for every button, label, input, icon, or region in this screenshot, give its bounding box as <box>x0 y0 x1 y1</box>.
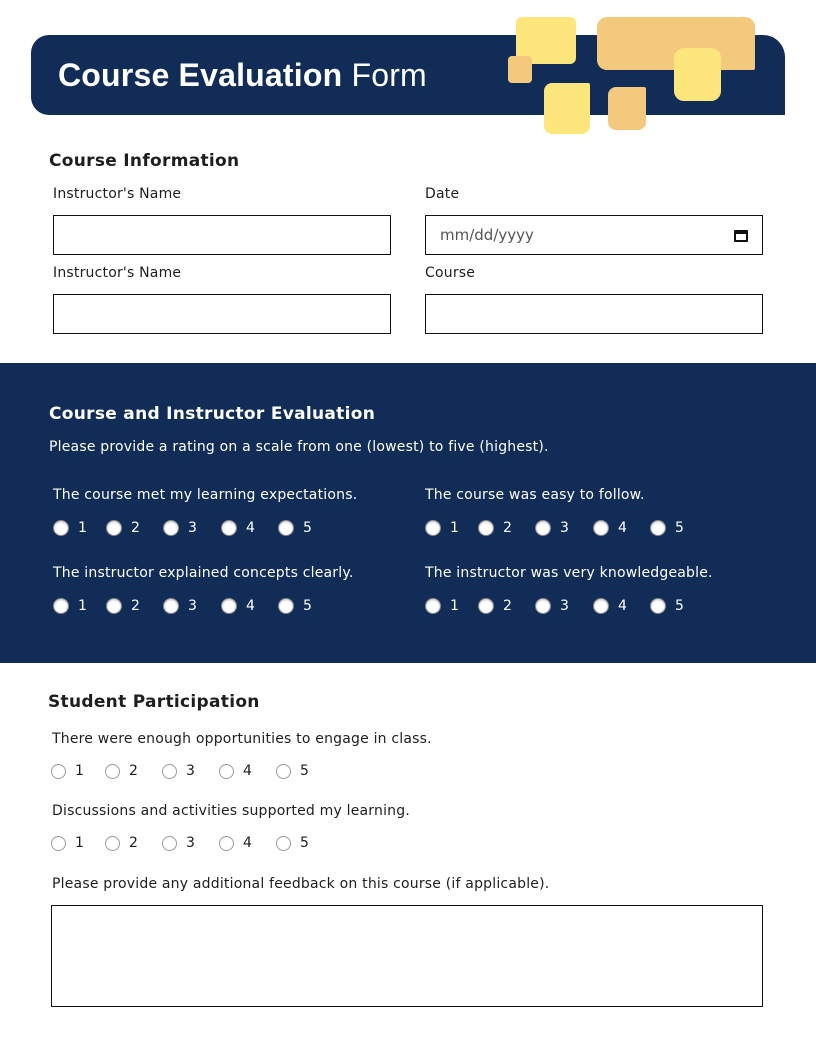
rating-option[interactable] <box>478 520 512 536</box>
date-input[interactable] <box>425 215 763 255</box>
decor-square <box>508 56 532 83</box>
option-label: 2 <box>131 520 140 536</box>
rating-option[interactable] <box>650 598 684 614</box>
radio-button[interactable] <box>276 836 291 851</box>
option-label: 3 <box>188 598 197 614</box>
option-label: 5 <box>300 763 309 779</box>
radio-button[interactable] <box>51 836 66 851</box>
section-title-course-info: Course Information <box>49 151 240 171</box>
rating-option[interactable] <box>219 763 252 779</box>
option-label: 5 <box>303 520 312 536</box>
option-label: 1 <box>450 520 459 536</box>
option-label: 2 <box>129 835 138 851</box>
rating-option[interactable] <box>162 763 195 779</box>
option-label: 2 <box>131 598 140 614</box>
option-label: 1 <box>78 598 87 614</box>
date-placeholder: mm/dd/yyyy <box>440 226 534 244</box>
rating-option[interactable] <box>106 520 140 536</box>
question-label: The instructor explained concepts clearly. <box>53 565 354 581</box>
option-label: 3 <box>186 835 195 851</box>
decor-square <box>608 87 646 130</box>
rating-option[interactable] <box>535 598 569 614</box>
option-label: 5 <box>675 598 684 614</box>
instructor-name-label: Instructor's Name <box>53 186 182 202</box>
instructor-name-label-2: Instructor's Name <box>53 265 182 281</box>
radio-button[interactable] <box>425 520 441 536</box>
radio-button[interactable] <box>53 598 69 614</box>
radio-button[interactable] <box>278 598 294 614</box>
radio-button[interactable] <box>219 764 234 779</box>
radio-button[interactable] <box>219 836 234 851</box>
question-label: The instructor was very knowledgeable. <box>425 565 713 581</box>
radio-button[interactable] <box>650 520 666 536</box>
option-label: 4 <box>246 598 255 614</box>
rating-option[interactable] <box>51 763 84 779</box>
rating-option[interactable] <box>106 598 140 614</box>
rating-option[interactable] <box>221 598 255 614</box>
option-label: 4 <box>243 763 252 779</box>
radio-button[interactable] <box>163 598 179 614</box>
rating-option[interactable] <box>163 520 197 536</box>
radio-button[interactable] <box>278 520 294 536</box>
question-label: Discussions and activities supported my learning. <box>52 803 410 819</box>
rating-option[interactable] <box>105 835 138 851</box>
decor-square <box>544 83 590 134</box>
date-label: Date <box>425 186 460 202</box>
option-label: 4 <box>246 520 255 536</box>
radio-button[interactable] <box>221 520 237 536</box>
rating-option[interactable] <box>278 598 312 614</box>
rating-option[interactable] <box>219 835 252 851</box>
radio-button[interactable] <box>478 598 494 614</box>
calendar-icon[interactable] <box>734 228 748 242</box>
radio-button[interactable] <box>105 836 120 851</box>
evaluation-section <box>0 363 816 663</box>
rating-option[interactable] <box>425 520 459 536</box>
rating-option[interactable] <box>478 598 512 614</box>
rating-option[interactable] <box>650 520 684 536</box>
rating-option[interactable] <box>105 763 138 779</box>
radio-button[interactable] <box>478 520 494 536</box>
radio-button[interactable] <box>162 836 177 851</box>
title-light: Form <box>351 57 427 93</box>
rating-option[interactable] <box>51 835 84 851</box>
option-label: 2 <box>129 763 138 779</box>
option-label: 2 <box>503 520 512 536</box>
option-label: 3 <box>188 520 197 536</box>
option-label: 5 <box>675 520 684 536</box>
title-bold: Course Evaluation <box>58 57 343 93</box>
radio-button[interactable] <box>51 764 66 779</box>
rating-option[interactable] <box>53 598 87 614</box>
section-title-participation: Student Participation <box>48 692 260 712</box>
feedback-label: Please provide any additional feedback on this course (if applicable). <box>52 876 550 892</box>
option-label: 3 <box>186 763 195 779</box>
radio-button[interactable] <box>535 598 551 614</box>
rating-option[interactable] <box>593 520 627 536</box>
option-label: 2 <box>503 598 512 614</box>
option-label: 1 <box>450 598 459 614</box>
rating-option[interactable] <box>593 598 627 614</box>
instructor-name-input-2[interactable] <box>53 294 391 334</box>
rating-option[interactable] <box>276 763 309 779</box>
option-label: 1 <box>78 520 87 536</box>
radio-button[interactable] <box>163 520 179 536</box>
option-label: 5 <box>300 835 309 851</box>
option-label: 3 <box>560 520 569 536</box>
decor-square <box>674 48 721 101</box>
radio-button[interactable] <box>425 598 441 614</box>
instructor-name-input[interactable] <box>53 215 391 255</box>
option-label: 5 <box>303 598 312 614</box>
evaluation-instructions: Please provide a rating on a scale from one (lowest) to five (highest). <box>49 439 549 455</box>
radio-button[interactable] <box>650 598 666 614</box>
course-label: Course <box>425 265 476 281</box>
rating-option[interactable] <box>278 520 312 536</box>
rating-option[interactable] <box>53 520 87 536</box>
feedback-textarea[interactable] <box>51 905 763 1007</box>
radio-button[interactable] <box>276 764 291 779</box>
radio-button[interactable] <box>106 598 122 614</box>
question-label: There were enough opportunities to engage in class. <box>52 731 432 747</box>
radio-button[interactable] <box>535 520 551 536</box>
rating-option[interactable] <box>221 520 255 536</box>
rating-option[interactable] <box>162 835 195 851</box>
option-label: 4 <box>243 835 252 851</box>
option-label: 4 <box>618 520 627 536</box>
radio-button[interactable] <box>53 520 69 536</box>
radio-button[interactable] <box>593 598 609 614</box>
radio-button[interactable] <box>162 764 177 779</box>
section-title-evaluation: Course and Instructor Evaluation <box>49 404 376 424</box>
option-label: 1 <box>75 763 84 779</box>
radio-button[interactable] <box>106 520 122 536</box>
rating-option[interactable] <box>535 520 569 536</box>
question-label: The course met my learning expectations. <box>53 487 358 503</box>
radio-button[interactable] <box>593 520 609 536</box>
option-label: 4 <box>618 598 627 614</box>
rating-option[interactable] <box>163 598 197 614</box>
rating-option[interactable] <box>276 835 309 851</box>
option-label: 3 <box>560 598 569 614</box>
page-title <box>58 57 427 94</box>
rating-option[interactable] <box>425 598 459 614</box>
option-label: 1 <box>75 835 84 851</box>
radio-button[interactable] <box>105 764 120 779</box>
course-input[interactable] <box>425 294 763 334</box>
question-label: The course was easy to follow. <box>425 487 645 503</box>
radio-button[interactable] <box>221 598 237 614</box>
